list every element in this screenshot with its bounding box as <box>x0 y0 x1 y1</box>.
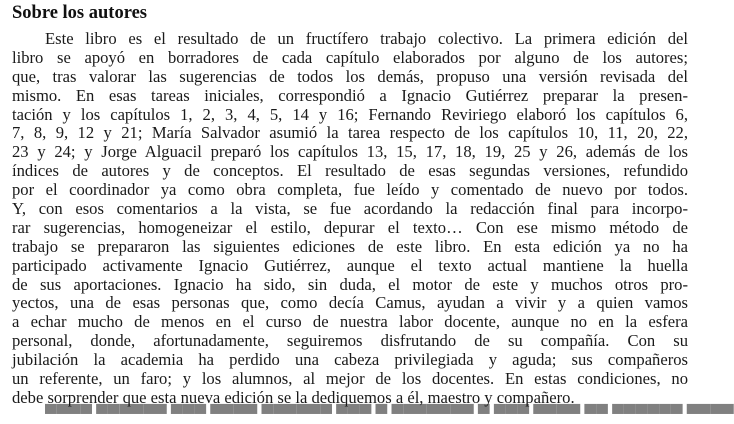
paragraph-line: debe sorprender que esta nueva edición se la dediquemos a él, maestro y compañero. <box>12 387 575 407</box>
paragraph-line: jubilación la academia ha perdido una cabeza privilegiada y aguda; sus compañeros <box>12 350 688 370</box>
paragraph-line: participado activamente Ignacio Gutiérrez, aunque el texto actual mantiene la huella <box>12 255 688 275</box>
paragraph-line: Y, con esos comentarios a la vista, se fue acordando la redacción final para incorpo- <box>12 199 688 219</box>
paragraph-line: yectos, una de esas personas que, como decía Camus, ayudan a vivir y a quien vamos <box>12 293 688 313</box>
paragraph-line: mismo. En esas tareas iniciales, correspondió a Ignacio Gutiérrez preparar la presen- <box>12 85 688 105</box>
paragraph-line: por el coordinador ya como obra completa, fue leído y comentado de nuevo por todos. <box>12 180 688 200</box>
paragraph-line: índices de autores y de conceptos. El resultado de esas segundas versiones, refundido <box>12 161 688 181</box>
paragraph-line: que, tras valorar las sugerencias de todos los demás, propuso una versión revisada del <box>12 66 688 86</box>
paragraph-line: personal, donde, afortunadamente, seguiremos disfrutando de su compañía. Con su <box>12 331 688 351</box>
paragraph-line: 7, 8, 9, 12 y 21; María Salvador asumió la tarea respecto de los capítulos 10, 11, 20, 22, <box>12 123 688 143</box>
next-paragraph-cutoff <box>45 399 734 423</box>
paragraph-line: rar sugerencias, homogeneizar el estilo, depurar el texto… Con ese mismo método de <box>12 217 688 237</box>
paragraph-line: a echar mucho de menos en el curso de nuestra labor docente, aunque no en la esfera <box>12 312 688 332</box>
paragraph-line: un referente, un faro; y los alumnos, al mejor de los docentes. En estas condiciones, no <box>12 369 688 389</box>
paragraph-line: de sus aportaciones. Ignacio ha sido, sin duda, el motor de este y muchos otros pro- <box>12 274 688 294</box>
paragraph-line: Este libro es el resultado de un fructífero trabajo colectivo. La primera edición del <box>45 29 688 48</box>
cutoff-glyphs: ▀▀▀▀ ▀▀▀▀▀▀ ▀▀▀ ▀▀▀▀ ▀▀▀▀▀▀ ▀▀▀ ▀ ▀▀▀▀▀▀▀ ▀ ▀▀▀ ▀▀▀▀ ▀▀ ▀▀▀▀▀▀ ▀▀▀▀ <box>45 404 734 423</box>
authors-paragraph <box>12 30 688 408</box>
paragraph-line: libro se apoyó en borradores de cada capítulo elaborados por alguno de los autores; <box>12 47 688 67</box>
paragraph-line: 23 y 24; y Jorge Alguacil preparó los capítulos 13, 15, 17, 18, 19, 25 y 26, además de los <box>12 142 688 162</box>
paragraph-line: tación y los capítulos 1, 2, 3, 4, 5, 14 y 16; Fernando Reviriego elaboró los capítulos 6, <box>12 104 688 124</box>
paragraph-line: trabajo se prepararon las siguientes ediciones de este libro. En esta edición ya no ha <box>12 236 688 256</box>
section-heading: Sobre los autores <box>12 3 147 23</box>
